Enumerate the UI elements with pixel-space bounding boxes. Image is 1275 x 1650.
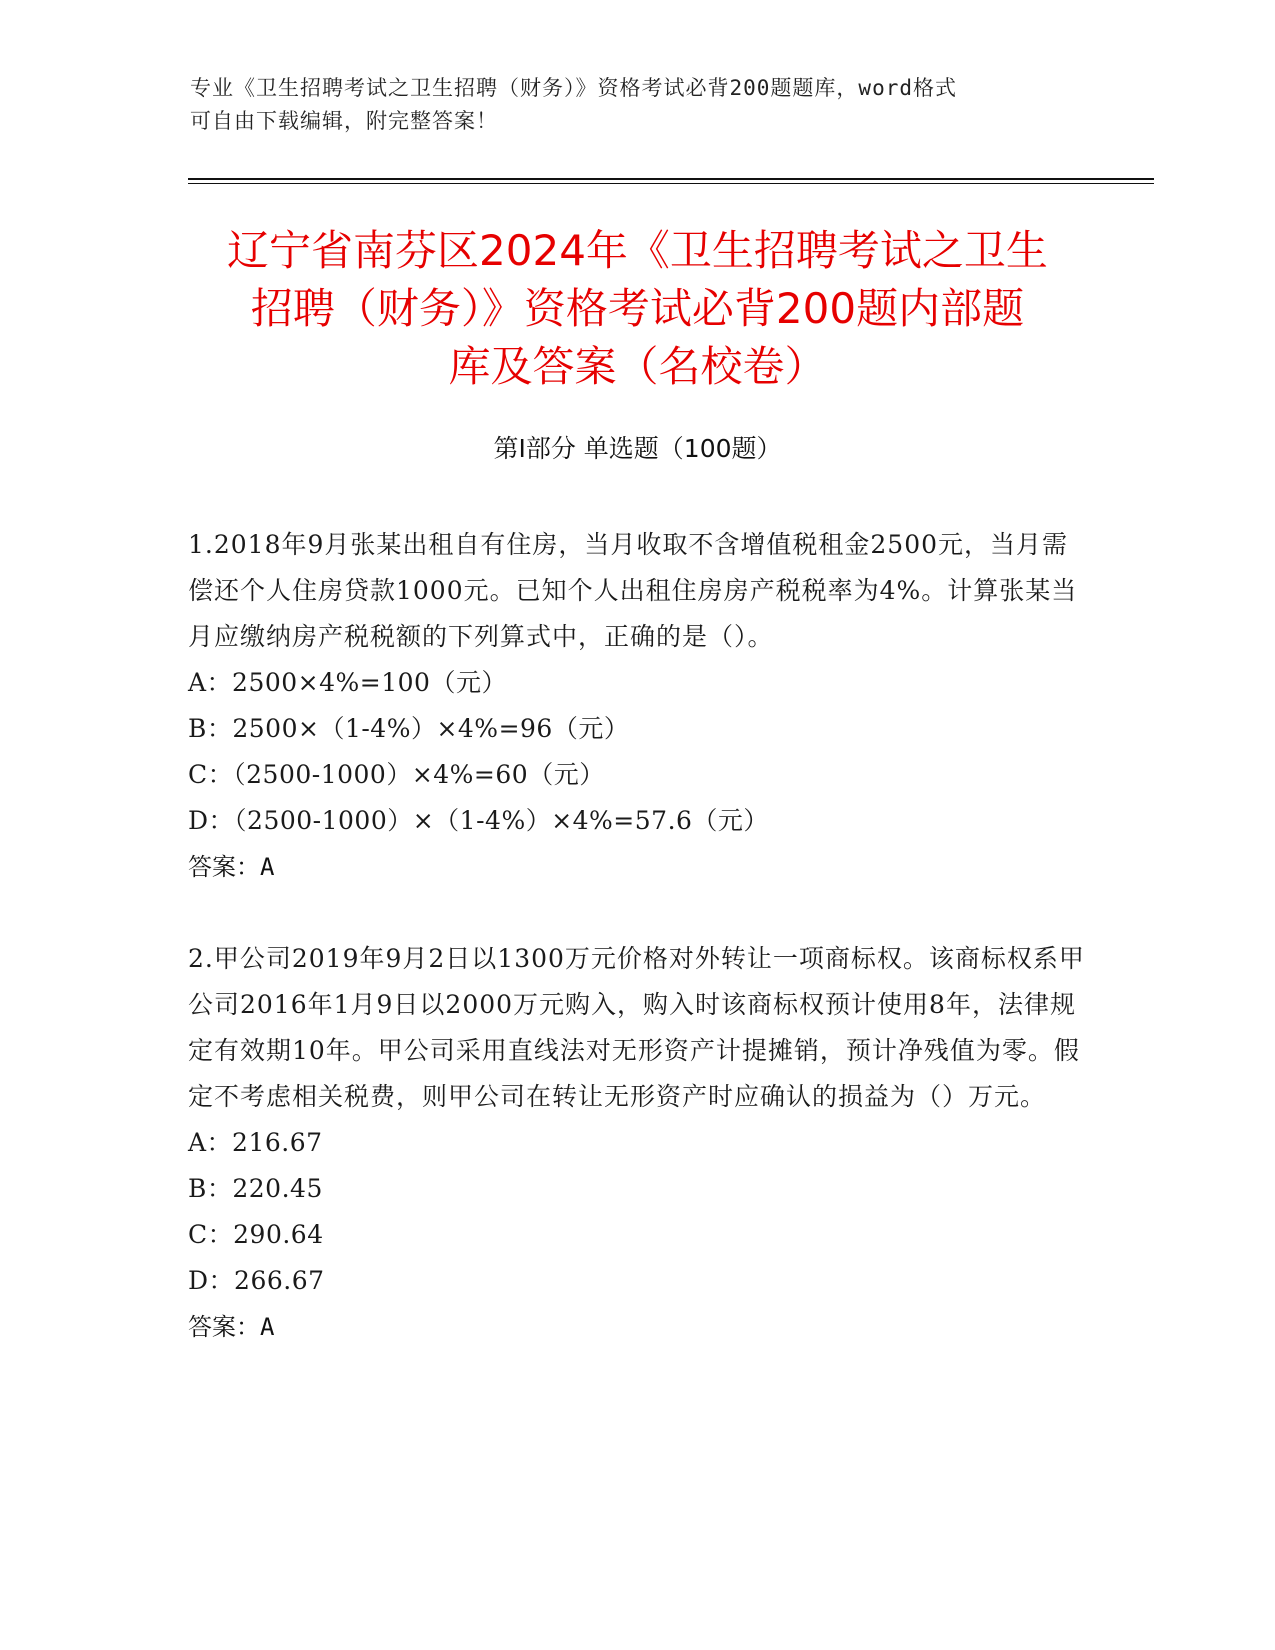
question-item <box>188 522 1088 890</box>
option-d: D：（2500-1000）×（1-4%）×4%=57.6（元） <box>188 806 769 835</box>
question-item <box>188 936 1088 1350</box>
option-d: D：266.67 <box>188 1266 325 1295</box>
header-note-line-1: 专业《卫生招聘考试之卫生招聘（财务）》资格考试必背200题题库，word格式 <box>190 76 957 100</box>
header-divider-thick <box>188 178 1154 180</box>
answer-label: 答案：A <box>188 853 275 881</box>
question-stem: 2.甲公司2019年9月2日以1300万元价格对外转让一项商标权。该商标权系甲公司2016年1月9日以2000万元购入，购入时该商标权预计使用8年，法律规定有效期10年。甲公司采用直线法对无形资产计提摊销，预计净残值为零。假定不考虑相关税费，则甲公司在转让无形资产时应确认的损益为（）万元。 <box>188 944 1085 1111</box>
option-b: B：220.45 <box>188 1174 323 1203</box>
option-c: C：290.64 <box>188 1220 324 1249</box>
document-title-line-1: 辽宁省南芬区2024年《卫生招聘考试之卫生 <box>227 226 1048 275</box>
question-stem: 1.2018年9月张某出租自有住房，当月收取不含增值税租金2500元，当月需偿还个人住房贷款1000元。已知个人出租住房房产税税率为4%。计算张某当月应缴纳房产税税额的下列算式中，正确的是（）。 <box>188 530 1078 651</box>
option-a: A：216.67 <box>188 1128 323 1157</box>
document-title-line-2: 招聘（财务）》资格考试必背200题内部题 <box>250 284 1025 333</box>
section-heading: 第Ⅰ部分 单选题（100题） <box>493 434 782 463</box>
header-divider-thin <box>188 183 1154 184</box>
option-a: A：2500×4%=100（元） <box>188 668 507 697</box>
option-c: C：（2500-1000）×4%=60（元） <box>188 760 605 789</box>
option-b: B：2500×（1-4%）×4%=96（元） <box>188 714 630 743</box>
answer-label: 答案：A <box>188 1313 275 1341</box>
header-note-line-2: 可自由下载编辑，附完整答案！ <box>190 109 498 133</box>
document-title-line-3: 库及答案（名校卷） <box>448 342 827 391</box>
header-note <box>190 72 1090 138</box>
document-title <box>150 222 1125 396</box>
